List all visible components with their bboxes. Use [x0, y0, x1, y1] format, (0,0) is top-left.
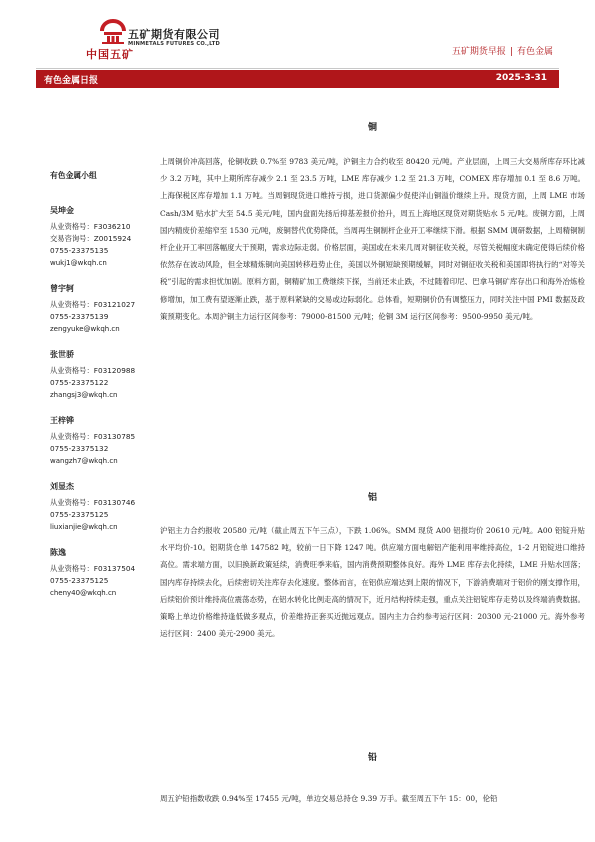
section-title-lead: 铅 — [367, 753, 377, 763]
report-title: 有色金属日报 — [44, 76, 99, 86]
analyst-line: 0755-23375132 — [50, 444, 109, 453]
analyst-email: zengyuke@wkqh.cn — [50, 325, 120, 333]
analyst-card — [50, 349, 150, 401]
analyst-card — [50, 547, 150, 599]
analyst-name: 曾宇轲 — [50, 284, 74, 293]
nav-separator: | — [509, 47, 513, 57]
analyst-name: 王梓铧 — [50, 416, 74, 425]
analyst-line: 从业资格号：F03137504 — [50, 564, 136, 573]
section-body-lead: 周五沪铅指数收跌 0.94%至 17455 元/吨，单边交易总持仓 9.39 万手。截至周五下午 15：00，伦铅 — [160, 794, 498, 803]
company-name-cn: 五矿期货有限公司 — [128, 28, 220, 41]
analyst-email: cheny40@wkqh.cn — [50, 589, 117, 597]
logo-text: 中国五矿 — [86, 48, 134, 61]
analyst-line: 从业资格号：F03120988 — [50, 366, 136, 375]
analyst-line: 交易咨询号：Z0015924 — [50, 234, 132, 243]
section-body-aluminum: 沪铝主力合约报收 20580 元/吨（截止周五下午三点），下跌 1.06%。SMM 现货 A00 铝报均价 20610 元/吨。A00 铝锭升贴水平均价-10。铝期货仓单 147582 吨，较前一日下降 1247 吨。供应端方面电解铝产能利用率维持高位，1-2 月铝锭进口维持高位。需求端方面，以旧换新政策延续，消费旺季来临，国内消费预期整体良好。海外 LME 库存去化持续，LME 升贴水回落；国内库存持续去化，后续密切关注库存去化速度。整体而言，在铝供应端达到上限的情况下，下游消费端对于铝价的刚支撑作用，后续铝价预计维持高位震荡态势，在铝水转化比例走高的情况下，近月结构持续走强，重点关注铝锭库存走势以及终端消费数据。策略上单边价格维持逢低做多观点，价差维持正套买近抛远观点。国内主力合约参考运行区间：20300 元-21000 元。海外参考运行区间：2400 美元-2900 美元。 — [160, 526, 585, 639]
analyst-line: 0755-23375139 — [50, 312, 109, 321]
nav-nonferrous: 有色金属 — [516, 47, 553, 57]
analyst-card — [50, 481, 150, 533]
analyst-email: wangzh7@wkqh.cn — [50, 457, 118, 465]
analyst-email: zhangsj3@wkqh.cn — [50, 391, 118, 399]
analyst-email: liuxianjie@wkqh.cn — [50, 523, 118, 531]
page-header — [36, 10, 559, 69]
analyst-line: 从业资格号：F03130746 — [50, 498, 136, 507]
analyst-line: 从业资格号：F03130785 — [50, 432, 136, 441]
minmetals-logo-icon — [98, 18, 128, 44]
header-nav — [452, 44, 553, 57]
analyst-line: 0755-23375125 — [50, 510, 109, 519]
nav-morning-report: 五矿期货早报 — [451, 47, 506, 57]
company-name-en: MINMETALS FUTURES CO.,LTD — [128, 41, 221, 47]
section-title-copper: 铜 — [367, 123, 377, 133]
analyst-line: 0755-23375135 — [50, 246, 109, 255]
analyst-line: 从业资格号：F3036210 — [50, 222, 131, 231]
sidebar — [50, 170, 150, 613]
group-name: 有色金属小组 — [50, 171, 97, 180]
section-title-aluminum: 铝 — [367, 493, 377, 503]
analyst-line: 0755-23375122 — [50, 378, 109, 387]
analyst-name: 张世骄 — [50, 350, 74, 359]
analyst-line: 0755-23375125 — [50, 576, 109, 585]
analyst-card — [50, 205, 150, 269]
report-date: 2025-3-31 — [495, 73, 547, 83]
section-body-copper: 上周铜价冲高回落，伦铜收跌 0.7%至 9783 美元/吨，沪铜主力合约收至 80420 元/吨。产业层面，上周三大交易所库存环比减少 3.2 万吨，其中上期所库存减少 2.1 至 23.5 万吨，LME 库存减少 1.2 至 21.3 万吨，COMEX 库存增加 0.1 至 8.6 万吨。上海保税区库存增加 1.1 万吨。当周铜现货进口维持亏损，进口货源偏少促使洋山铜溢价继续上升。现货方面，上周 LME 市场 Cash/3M 贴水扩大至 54.5 美元/吨，国内盘面先扬后抑基差报价抬升，周五上海地区现货对期货贴水 5 元/吨。废铜方面，上周国内精废价差缩窄至 1530 元/吨，废铜替代优势降低，当周再生铜制杆企业开工率继续下滑。根据 SMM 调研数据，上周精铜制杆企业开工率回落幅度大于预期，需求边际走弱。价格层面，美国或在未来几周对铜征收关税，尽管关税幅度未确定使得后续价格依然存在波动风险，但全球精炼铜向美国转移趋势止住，美国以外铜短缺预期缓解，同时对铜征收关税和美国即将执行的“对等关税”引起的需求担忧加剧。原料方面，铜精矿加工费继续下探，当前还未止跌，不过随着印尼、巴拿马铜矿库存出口和海外冶炼检修增加，加工费有望逐渐止跌，基于原料紧缺的交易或边际弱化。总体看，短期铜价仍有调整压力，同时关注中国 PMI 数据及政策预期变化。本周沪铜主力运行区间参考：79000-81500 元/吨；伦铜 3M 运行区间参考：9500-9950 美元/吨。 — [160, 157, 585, 321]
analyst-name: 陈逸 — [50, 548, 66, 557]
analyst-card — [50, 415, 150, 467]
analyst-card — [50, 283, 150, 335]
analyst-email: wukj1@wkqh.cn — [50, 259, 107, 267]
analyst-name: 刘显杰 — [50, 482, 74, 491]
analyst-name: 吴坤金 — [50, 206, 74, 215]
title-banner — [36, 70, 559, 88]
analyst-line: 从业资格号：F03121027 — [50, 300, 136, 309]
